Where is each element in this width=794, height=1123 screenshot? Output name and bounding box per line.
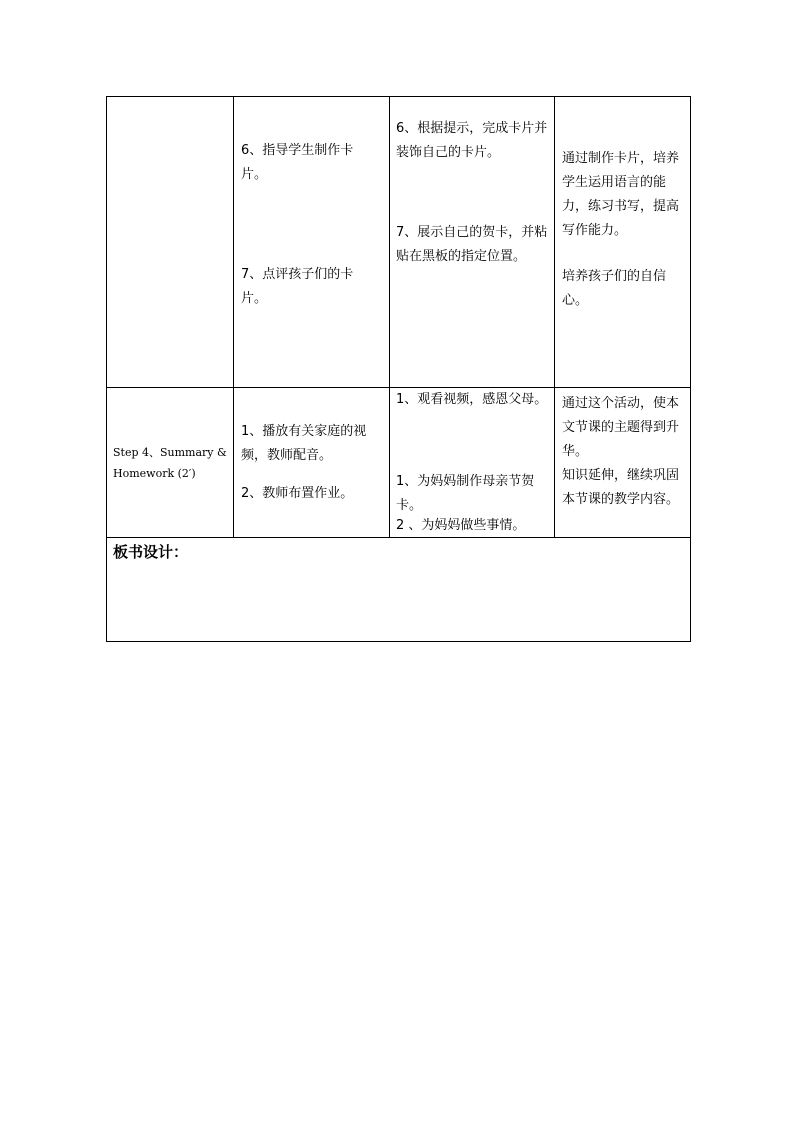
purpose-2: 培养孩子们的自信心。 <box>562 269 667 308</box>
table-row <box>107 538 691 642</box>
student-activity-6: 6、根据提示，完成卡片并装饰自己的卡片。 <box>396 121 548 160</box>
purpose-1: 通过这个活动，使本文节课的主题得到升华。 <box>562 396 680 459</box>
step-cell <box>107 388 234 538</box>
step-label: Step 4、Summary & Homework (2′) <box>113 446 227 480</box>
teacher-activity-2: 2、教师布置作业。 <box>241 486 354 501</box>
table-row <box>107 388 691 538</box>
teacher-activity-cell <box>234 388 390 538</box>
purpose-2: 知识延伸，继续巩固本节课的教学内容。 <box>562 468 680 507</box>
teacher-activity-1: 1、播放有关家庭的视频，教师配音。 <box>241 424 367 463</box>
step-cell <box>107 97 234 388</box>
purpose-cell <box>555 388 691 538</box>
teacher-activity-6: 6、指导学生制作卡片。 <box>241 143 354 182</box>
student-activity-1: 1、观看视频，感恩父母。 <box>396 392 548 407</box>
teacher-activity-cell <box>234 97 390 388</box>
board-design-label: 板书设计： <box>113 543 189 561</box>
student-activity-7: 7、展示自己的贺卡，并粘贴在黑板的指定位置。 <box>396 225 548 264</box>
student-activity-cell <box>390 97 555 388</box>
purpose-cell <box>555 97 691 388</box>
table-row <box>107 97 691 388</box>
purpose-1: 通过制作卡片，培养学生运用语言的能力，练习书写，提高写作能力。 <box>562 151 680 238</box>
student-homework-2: 2 、为妈妈做些事情。 <box>396 518 526 533</box>
lesson-plan-table <box>106 96 691 642</box>
teacher-activity-7: 7、点评孩子们的卡片。 <box>241 267 354 306</box>
student-homework-1: 1、为妈妈制作母亲节贺卡。 <box>396 474 535 513</box>
student-activity-cell <box>390 388 555 538</box>
board-design-cell <box>107 538 691 642</box>
